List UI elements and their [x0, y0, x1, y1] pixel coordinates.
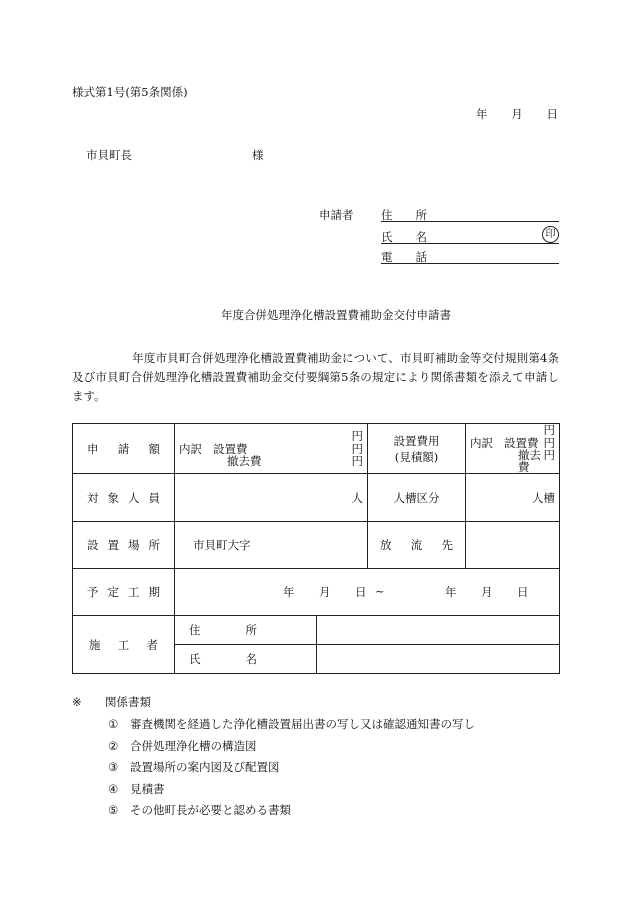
contractor-address-cell[interactable]	[317, 616, 560, 645]
list-item: ④ 見積書	[108, 781, 165, 796]
applied-amount-cell[interactable]: 円 内訳 設置費 円 撤去費 円	[175, 424, 368, 474]
addressee-honorific: 様	[252, 148, 264, 162]
list-item: ② 合併処理浄化槽の構造図	[108, 738, 257, 753]
row-target-persons	[73, 474, 560, 522]
list-item: ③ 設置場所の案内図及び配置図	[108, 760, 280, 774]
install-expense-cell[interactable]: 円 内訳 設置費 円 撤去費 円	[466, 424, 560, 474]
seal-mark: 印	[542, 226, 559, 243]
tank-class-cell[interactable]: 人槽	[466, 474, 560, 522]
list-item: ⑤ その他町長が必要と認める書類	[108, 803, 291, 817]
applied-amount-label: 申 請 額	[73, 424, 175, 474]
install-expense-label: 設置費用 (見積額)	[368, 424, 466, 474]
date-line: 年 月 日	[476, 107, 558, 121]
addressee-name: 市貝町長	[86, 148, 132, 162]
body-text: 年度市貝町合併処理浄化槽設置費補助金について、市貝町補助金等交付規則第4条及び市貝町合併処理浄化槽設置費補助金交付要綱第5条の規定により関係書類を添えて申請します。	[72, 351, 559, 403]
contractor-name-label: 氏 名	[175, 645, 317, 674]
form-number: 様式第1号(第5条関係)	[72, 85, 188, 99]
application-table	[72, 423, 560, 674]
tank-class-label: 人槽区分	[368, 474, 466, 522]
row-location	[73, 522, 560, 569]
target-persons-cell[interactable]: 人	[175, 474, 368, 522]
notes-heading: ※ 関係書類	[72, 695, 151, 709]
schedule-cell[interactable]: 年 月 日 ~ 年 月 日	[175, 569, 560, 616]
row-schedule	[73, 569, 560, 616]
discharge-cell[interactable]	[466, 522, 560, 569]
applicant-address-line[interactable]: 住 所	[381, 207, 559, 222]
schedule-label: 予 定 工 期	[73, 569, 175, 616]
document-title: 年度合併処理浄化槽設置費補助金交付申請書	[221, 308, 451, 322]
discharge-label: 放 流 先	[368, 522, 466, 569]
location-label: 設 置 場 所	[73, 522, 175, 569]
notes-list	[108, 714, 475, 822]
contractor-label: 施 工 者	[73, 616, 175, 674]
applicant-name-line[interactable]: 氏 名 印	[381, 229, 559, 244]
note-mark: ※	[72, 695, 82, 709]
applicant-phone-line[interactable]: 電 話	[381, 249, 559, 264]
row-contractor-address	[73, 616, 560, 645]
target-persons-label: 対 象 人 員	[73, 474, 175, 522]
list-item: ① 審査機関を経過した浄化槽設置届出書の写し又は確認通知書の写し	[108, 717, 475, 731]
contractor-name-cell[interactable]	[317, 645, 560, 674]
location-cell[interactable]: 市貝町大字	[175, 522, 368, 569]
applicant-label: 申請者	[319, 208, 354, 222]
contractor-address-label: 住 所	[175, 616, 317, 645]
row-applied-amount	[73, 424, 560, 474]
